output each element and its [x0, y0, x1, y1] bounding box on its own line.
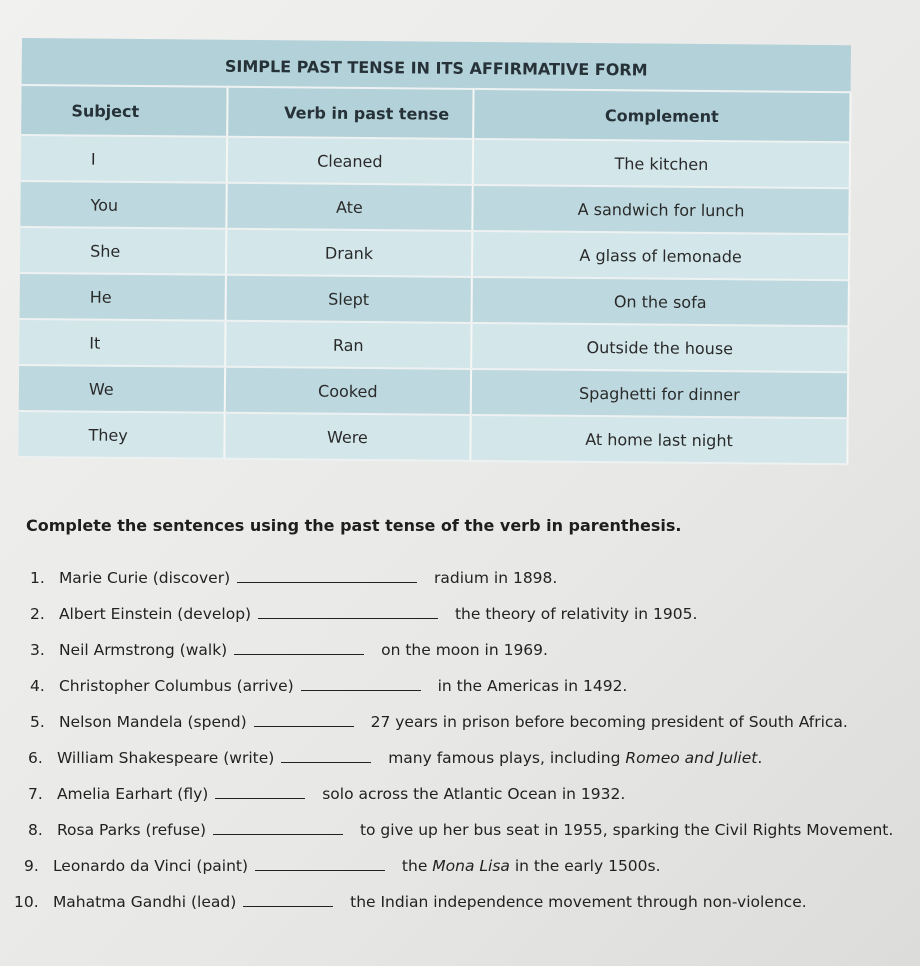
- item-number: 5.: [30, 713, 45, 731]
- answer-blank[interactable]: [237, 568, 417, 583]
- item-rest-after: .: [757, 749, 763, 767]
- item-number: 7.: [28, 785, 43, 803]
- complement-cell: A sandwich for lunch: [472, 185, 849, 234]
- exercise-item: [30, 604, 697, 623]
- subject-cell: I: [21, 135, 227, 183]
- item-number: 3.: [30, 641, 45, 659]
- header-complement: Complement: [473, 89, 850, 142]
- subject-cell: We: [19, 365, 225, 413]
- item-prompt: Christopher Columbus (arrive): [58, 677, 294, 695]
- table-row: [20, 181, 849, 234]
- item-prompt: Albert Einstein (develop): [58, 605, 252, 623]
- table-row: [19, 319, 848, 372]
- exercise-item: [14, 892, 807, 911]
- item-rest: to give up her bus seat in 1955, sparking the Civil Rights Movement.: [359, 821, 894, 839]
- item-rest-after: in the early 1500s.: [509, 857, 661, 875]
- header-verb: Verb in past tense: [227, 87, 474, 139]
- subject-cell: You: [20, 181, 226, 229]
- table-title-row: [22, 38, 851, 92]
- item-prompt: Marie Curie (discover): [58, 569, 231, 587]
- verb-cell: Drank: [226, 229, 473, 277]
- item-prompt: Neil Armstrong (walk): [58, 641, 228, 659]
- item-prompt: Mahatma Gandhi (lead): [52, 893, 237, 911]
- subject-cell: She: [20, 227, 226, 275]
- item-number: 1.: [30, 569, 45, 587]
- exercise-item: [28, 748, 762, 767]
- table-row: [21, 135, 850, 188]
- item-rest-title: Romeo and Juliet: [625, 749, 758, 767]
- item-rest: 27 years in prison before becoming president of South Africa.: [370, 713, 848, 731]
- verb-cell: Ate: [226, 183, 473, 231]
- complement-cell: At home last night: [470, 415, 847, 464]
- table-row: [18, 411, 847, 464]
- item-rest: in the Americas in 1492.: [437, 677, 628, 695]
- item-rest: the Indian independence movement through non-violence.: [350, 893, 807, 911]
- verb-cell: Cleaned: [227, 137, 474, 185]
- table-row: [19, 365, 848, 418]
- item-prompt: Leonardo da Vinci (paint): [52, 857, 249, 875]
- answer-blank[interactable]: [243, 892, 333, 907]
- complement-cell: Outside the house: [471, 323, 848, 372]
- answer-blank[interactable]: [281, 748, 371, 763]
- item-number: 10.: [14, 893, 39, 911]
- verb-cell: Were: [224, 413, 471, 461]
- item-prompt: Amelia Earhart (fly): [56, 785, 209, 803]
- item-rest: radium in 1898.: [434, 569, 558, 587]
- verb-cell: Cooked: [225, 367, 472, 415]
- subject-cell: He: [20, 273, 226, 321]
- verb-cell: Slept: [225, 275, 472, 323]
- answer-blank[interactable]: [254, 712, 354, 727]
- complement-cell: On the sofa: [472, 277, 849, 326]
- answer-blank[interactable]: [255, 856, 385, 871]
- simple-past-table: [18, 38, 852, 465]
- complement-cell: The kitchen: [473, 139, 850, 188]
- item-number: 9.: [24, 857, 39, 875]
- exercise-item: [28, 820, 893, 839]
- item-rest: on the moon in 1969.: [381, 641, 548, 659]
- complement-cell: A glass of lemonade: [472, 231, 849, 280]
- table-row: [20, 227, 849, 280]
- answer-blank[interactable]: [258, 604, 438, 619]
- exercise-item: [30, 640, 548, 659]
- item-prompt: Nelson Mandela (spend): [58, 713, 247, 731]
- answer-blank[interactable]: [234, 640, 364, 655]
- exercise-item: [30, 568, 557, 587]
- complement-cell: Spaghetti for dinner: [471, 369, 848, 418]
- table-row: [20, 273, 849, 326]
- header-subject: Subject: [21, 85, 227, 137]
- item-prompt: William Shakespeare (write): [56, 749, 275, 767]
- item-number: 8.: [28, 821, 43, 839]
- item-rest: the theory of relativity in 1905.: [454, 605, 698, 623]
- item-number: 2.: [30, 605, 45, 623]
- subject-cell: It: [19, 319, 225, 367]
- item-rest-title: Mona Lisa: [432, 857, 510, 875]
- item-number: 6.: [28, 749, 43, 767]
- item-prompt: Rosa Parks (refuse): [56, 821, 207, 839]
- exercise-item: [30, 712, 848, 731]
- exercise-instructions: Complete the sentences using the past tense of the verb in parenthesis.: [26, 516, 682, 535]
- verb-cell: Ran: [225, 321, 472, 369]
- subject-cell: They: [18, 411, 224, 459]
- table-header-row: [21, 85, 850, 142]
- item-rest-before: many famous plays, including: [388, 749, 626, 767]
- item-rest-before: the: [401, 857, 433, 875]
- item-number: 4.: [30, 677, 45, 695]
- exercise-item: [30, 676, 627, 695]
- exercise-item: [24, 856, 661, 875]
- answer-blank[interactable]: [215, 784, 305, 799]
- answer-blank[interactable]: [213, 820, 343, 835]
- answer-blank[interactable]: [301, 676, 421, 691]
- table-title: SIMPLE PAST TENSE IN ITS AFFIRMATIVE FORM: [22, 38, 851, 92]
- exercise-item: [28, 784, 625, 803]
- item-rest: solo across the Atlantic Ocean in 1932.: [322, 785, 626, 803]
